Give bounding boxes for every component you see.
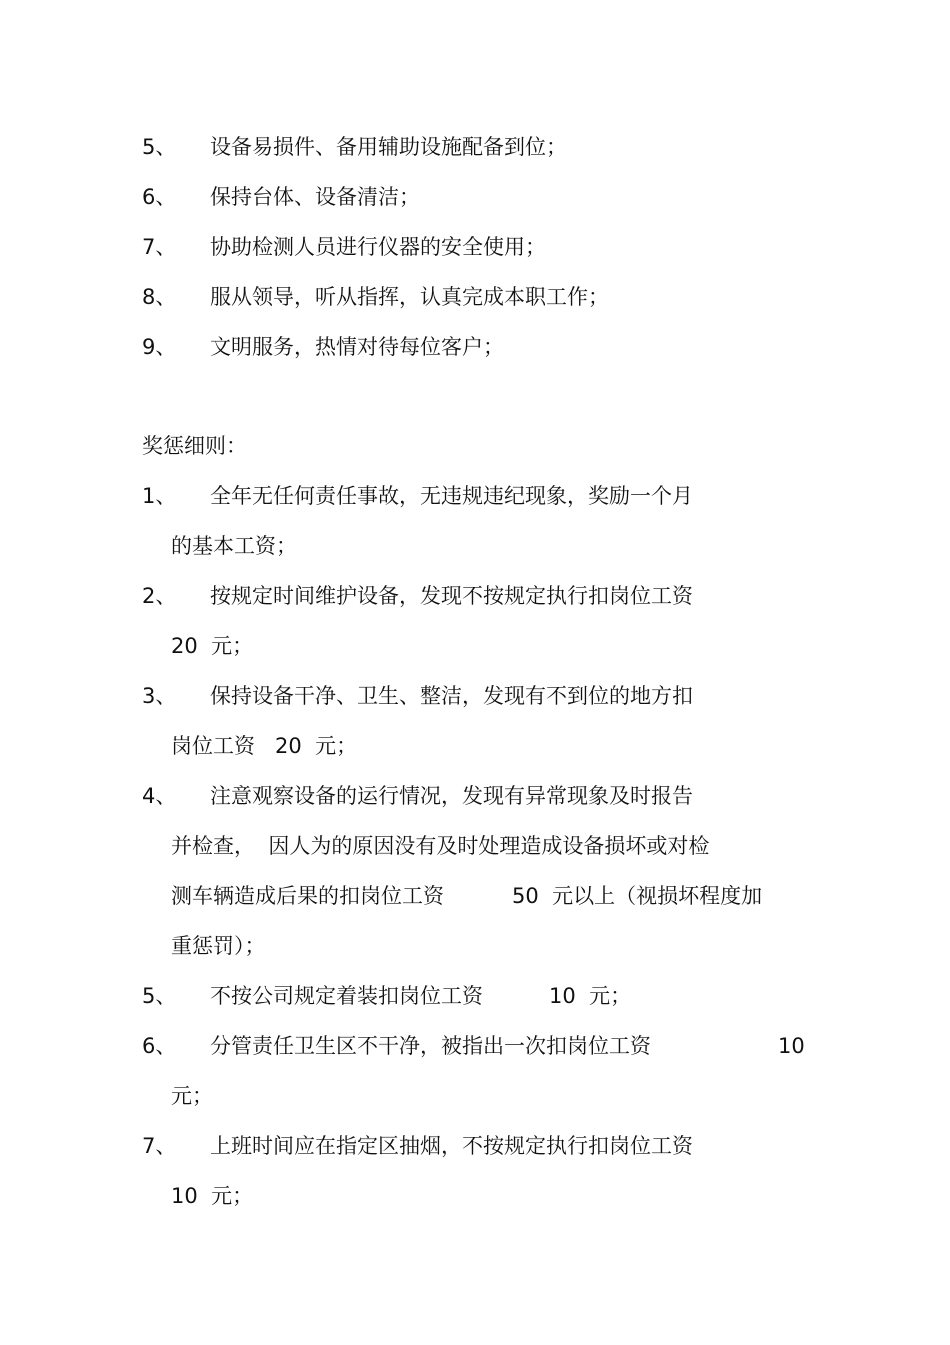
item-number: 9、 xyxy=(142,335,177,359)
item-text: 分管责任卫生区不干净，被指出一次扣岗位工资 xyxy=(210,1034,651,1058)
item-text-amount: 10 xyxy=(778,1034,805,1058)
item-text-continued: 岗位工资 20 元； xyxy=(171,734,358,758)
item-text-continued: 重惩罚）； xyxy=(171,934,266,958)
item-text-continued: 20 元； xyxy=(171,634,254,658)
item-number: 1、 xyxy=(142,484,177,508)
item-number: 5、 xyxy=(142,984,177,1008)
item-number: 6、 xyxy=(142,185,177,209)
item-text: 不按公司规定着装扣岗位工资 xyxy=(210,984,483,1008)
item-text-continued: 50 元以上（视损坏程度加 xyxy=(512,884,763,908)
item-text: 保持设备干净、卫生、整洁，发现有不到位的地方扣 xyxy=(210,684,693,708)
item-text: 协助检测人员进行仪器的安全使用； xyxy=(210,235,546,259)
item-text: 服从领导，听从指挥，认真完成本职工作； xyxy=(210,285,609,309)
item-text: 设备易损件、备用辅助设施配备到位； xyxy=(210,135,567,159)
item-text-continued: 元； xyxy=(171,1084,213,1108)
item-text-amount: 10 元； xyxy=(549,984,632,1008)
item-text: 保持台体、设备清洁； xyxy=(210,185,420,209)
item-text: 注意观察设备的运行情况，发现有异常现象及时报告 xyxy=(210,784,693,808)
item-number: 6、 xyxy=(142,1034,177,1058)
rules-heading: 奖惩细则： xyxy=(142,434,247,458)
item-number: 8、 xyxy=(142,285,177,309)
item-number: 7、 xyxy=(142,235,177,259)
item-text-continued: 测车辆造成后果的扣岗位工资 xyxy=(171,884,444,908)
item-text-continued: 的基本工资； xyxy=(171,534,297,558)
item-number: 4、 xyxy=(142,784,177,808)
item-text: 上班时间应在指定区抽烟，不按规定执行扣岗位工资 xyxy=(210,1134,693,1158)
item-number: 7、 xyxy=(142,1134,177,1158)
item-number: 2、 xyxy=(142,584,177,608)
item-text: 全年无任何责任事故，无违规违纪现象，奖励一个月 xyxy=(210,484,693,508)
item-text-continued: 并检查， 因人为的原因没有及时处理造成设备损坏或对检 xyxy=(171,834,710,858)
item-number: 3、 xyxy=(142,684,177,708)
item-text-continued: 10 元； xyxy=(171,1184,254,1208)
item-text: 文明服务，热情对待每位客户； xyxy=(210,335,504,359)
item-text: 按规定时间维护设备，发现不按规定执行扣岗位工资 xyxy=(210,584,693,608)
item-number: 5、 xyxy=(142,135,177,159)
